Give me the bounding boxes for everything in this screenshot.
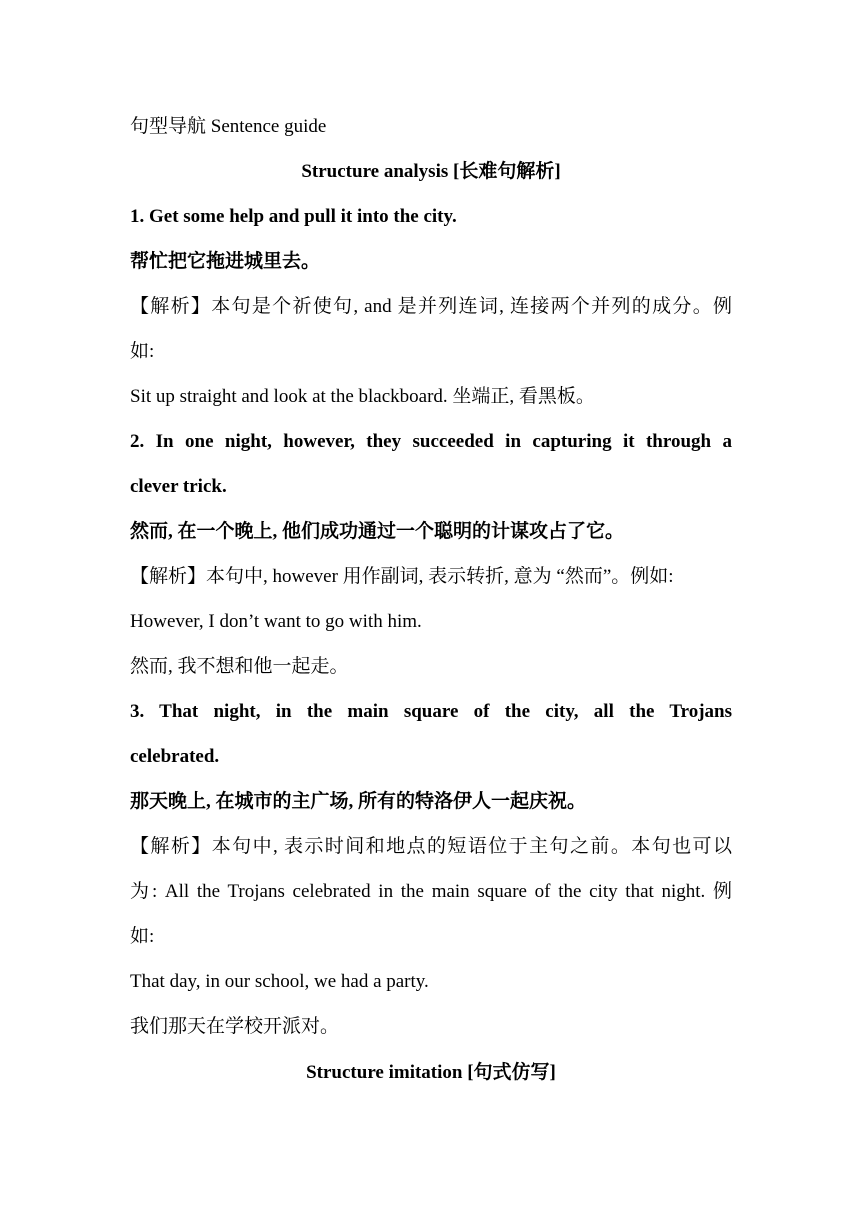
- translation-2: 然而, 在一个晚上, 他们成功通过一个聪明的计谋攻占了它。: [130, 521, 625, 542]
- sentence-3-line-2: celebrated.: [130, 746, 220, 767]
- analysis-3-line-1: 【解析】本句中, 表示时间和地点的短语位于主句之前。本句也可以: [130, 836, 732, 857]
- section-title-structure-analysis: Structure analysis [长难句解析]: [301, 161, 561, 182]
- sentence-2-line-2: clever trick.: [130, 476, 227, 497]
- analysis-1-line-1: 【解析】本句是个祈使句, and 是并列连词, 连接两个并列的成分。例: [130, 296, 732, 317]
- analysis-3-line-2: 为: All the Trojans celebrated in the main square of the city that night. 例: [130, 881, 732, 902]
- example-1-line-1: Sit up straight and look at the blackboard. 坐端正, 看黑板。: [130, 386, 595, 407]
- translation-3: 那天晚上, 在城市的主广场, 所有的特洛伊人一起庆祝。: [130, 791, 587, 812]
- sentence-3-line-1: 3. That night, in the main square of the city, all the Trojans: [130, 701, 732, 722]
- analysis-2-line-1: 【解析】本句中, however 用作副词, 表示转折, 意为 “然而”。例如:: [130, 566, 674, 587]
- translation-1: 帮忙把它拖进城里去。: [130, 251, 321, 272]
- section-title-structure-imitation: Structure imitation [句式仿写]: [306, 1062, 556, 1083]
- example-2-line-1: However, I don’t want to go with him.: [130, 611, 422, 632]
- sentence-2-line-1: 2. In one night, however, they succeeded in capturing it through a: [130, 431, 732, 452]
- example-3-line-2: 我们那天在学校开派对。: [130, 1016, 340, 1037]
- analysis-1-line-2: 如:: [130, 341, 155, 362]
- page-header: 句型导航 Sentence guide: [130, 116, 327, 137]
- sentence-1: 1. Get some help and pull it into the city.: [130, 206, 457, 227]
- example-2-line-2: 然而, 我不想和他一起走。: [130, 656, 349, 677]
- analysis-3-line-3: 如:: [130, 926, 155, 947]
- example-3-line-1: That day, in our school, we had a party.: [130, 971, 429, 992]
